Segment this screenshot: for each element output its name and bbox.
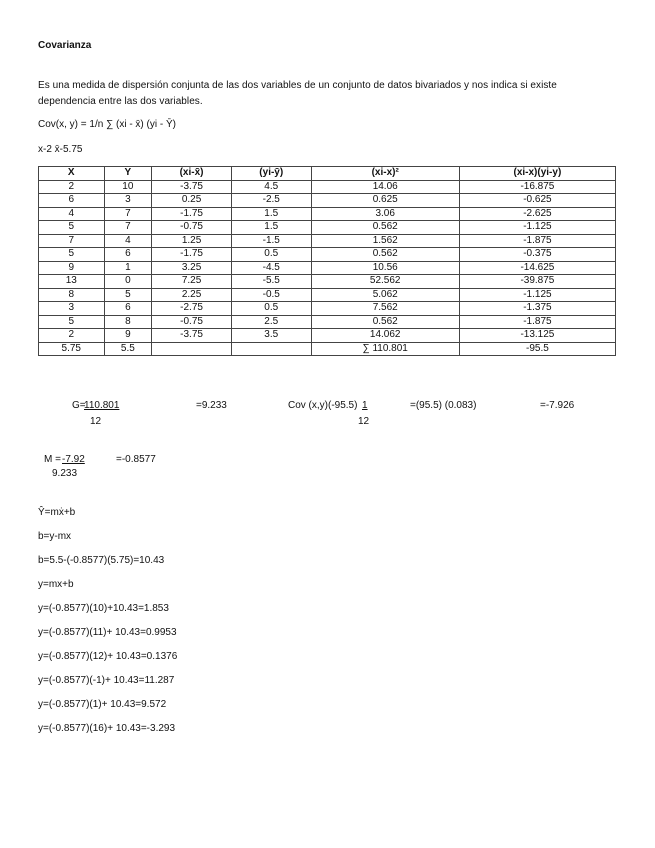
table-cell: -0.375: [459, 248, 615, 262]
table-cell: 6: [104, 248, 152, 262]
table-cell: -1.5: [231, 234, 311, 248]
equation-line: y=(-0.8577)(1)+ 10.43=9.572: [38, 699, 167, 710]
equation-line: y=(-0.8577)(16)+ 10.43=-3.293: [38, 723, 176, 734]
table-cell: 3: [39, 302, 105, 316]
table-cell: -1.125: [459, 221, 615, 235]
table-cell: 10: [104, 180, 152, 194]
table-row: [39, 261, 616, 275]
table-cell: 2.5: [231, 315, 311, 329]
table-cell: 14.062: [311, 329, 459, 343]
table-cell: 0.625: [311, 194, 459, 208]
table-cell: [152, 342, 232, 356]
table-cell: -14.625: [459, 261, 615, 275]
equation-line: b=5.5-(-0.8577)(5.75)=10.43: [38, 555, 165, 566]
table-cell: -0.75: [152, 221, 232, 235]
table-cell: 4.5: [231, 180, 311, 194]
table-cell: 8: [39, 288, 105, 302]
header-x-dev-sq: (xi-x)²: [311, 167, 459, 181]
table-cell: 1.562: [311, 234, 459, 248]
table-cell: 3: [104, 194, 152, 208]
table-cell: -3.75: [152, 329, 232, 343]
table-cell: 3.25: [152, 261, 232, 275]
header-product: (xi-x)(yi-y): [459, 167, 615, 181]
g-label: G=: [72, 400, 86, 411]
table-cell: 2.25: [152, 288, 232, 302]
table-cell: 10.56: [311, 261, 459, 275]
table-cell: 0.5: [231, 248, 311, 262]
table-cell: -95.5: [459, 342, 615, 356]
table-cell: 9: [104, 329, 152, 343]
equation-line: y=(-0.8577)(11)+ 10.43=0.9953: [38, 627, 177, 638]
table-cell: 2: [39, 329, 105, 343]
table-cell: -5.5: [231, 275, 311, 289]
table-row: [39, 275, 616, 289]
table-cell: 0.25: [152, 194, 232, 208]
table-cell: -39.875: [459, 275, 615, 289]
table-cell: -1.875: [459, 234, 615, 248]
g-result: =9.233: [196, 400, 227, 411]
table-cell: -0.75: [152, 315, 232, 329]
table-cell: 0.562: [311, 221, 459, 235]
table-row: [39, 302, 616, 316]
table-cell: 13: [39, 275, 105, 289]
table-cell: -1.875: [459, 315, 615, 329]
table-cell: -2.75: [152, 302, 232, 316]
table-cell: 6: [39, 194, 105, 208]
data-table: [38, 166, 616, 356]
page-title: Covarianza: [38, 40, 92, 51]
table-cell: 8: [104, 315, 152, 329]
table-cell: 0.5: [231, 302, 311, 316]
table-cell: 1: [104, 261, 152, 275]
intro-paragraph: Es una medida de dispersión conjunta de las dos variables de un conjunto de datos bivariados y nos indica si existe dependencia entre las dos variables.: [38, 80, 557, 107]
table-cell: 7.25: [152, 275, 232, 289]
equation-line: b=y-mx: [38, 531, 72, 542]
table-row: [39, 234, 616, 248]
table-cell: 5: [39, 221, 105, 235]
table-cell: -0.625: [459, 194, 615, 208]
g-numerator: 110.801: [84, 400, 120, 411]
equation-line: Ŷ=mẋ+b: [38, 507, 76, 518]
table-cell: 5: [39, 315, 105, 329]
table-cell: 14.06: [311, 180, 459, 194]
covariance-formula: Cov(x, y) = 1/n ∑ (xi - x̄) (yi - Ȳ): [38, 119, 176, 130]
table-cell: 7: [39, 234, 105, 248]
equation-line: y=(-0.8577)(10)+10.43=1.853: [38, 603, 169, 614]
table-cell: -0.5: [231, 288, 311, 302]
table-row: [39, 180, 616, 194]
table-cell: 4: [39, 207, 105, 221]
table-cell: -13.125: [459, 329, 615, 343]
table-cell: 3.5: [231, 329, 311, 343]
table-cell: -2.625: [459, 207, 615, 221]
table-cell: -3.75: [152, 180, 232, 194]
header-y-dev: (yi-ȳ): [231, 167, 311, 181]
table-header-row: [39, 167, 616, 181]
table-row: [39, 194, 616, 208]
table-cell: 0.562: [311, 248, 459, 262]
g-denominator: 12: [90, 416, 102, 427]
table-row: [39, 248, 616, 262]
equation-line: y=(-0.8577)(-1)+ 10.43=11.287: [38, 675, 175, 686]
table-cell: -1.75: [152, 207, 232, 221]
cov-label: Cov (x,y): [288, 400, 328, 411]
table-cell: 1.5: [231, 207, 311, 221]
table-cell: ∑ 110.801: [311, 342, 459, 356]
table-row: [39, 207, 616, 221]
table-cell: [231, 342, 311, 356]
table-cell: 5.062: [311, 288, 459, 302]
table-cell: 6: [104, 302, 152, 316]
table-cell: 1.5: [231, 221, 311, 235]
table-cell: -4.5: [231, 261, 311, 275]
m-denominator: 9.233: [52, 468, 78, 479]
header-y: Y: [104, 167, 152, 181]
cov-numerator: 1: [362, 400, 368, 411]
means-line: x-2 x̄-5.75: [38, 144, 83, 155]
table-cell: 7: [104, 221, 152, 235]
table-cell: 5.75: [39, 342, 105, 356]
cov-result: =-7.926: [540, 400, 575, 411]
m-result: =-0.8577: [116, 454, 156, 465]
table-totals-row: [39, 342, 616, 356]
table-cell: 5: [39, 248, 105, 262]
table-cell: 3.06: [311, 207, 459, 221]
table-cell: -16.875: [459, 180, 615, 194]
table-row: [39, 329, 616, 343]
table-cell: 52.562: [311, 275, 459, 289]
table-row: [39, 221, 616, 235]
table-cell: 0: [104, 275, 152, 289]
table-cell: 5: [104, 288, 152, 302]
table-cell: 2: [39, 180, 105, 194]
table-cell: -2.5: [231, 194, 311, 208]
equation-line: y=mx+b: [38, 579, 74, 590]
header-x: X: [39, 167, 105, 181]
m-numerator: -7.92: [62, 454, 85, 465]
table-cell: 7: [104, 207, 152, 221]
cov-denominator: 12: [358, 416, 370, 427]
table-cell: -1.75: [152, 248, 232, 262]
table-cell: 0.562: [311, 315, 459, 329]
table-cell: -1.125: [459, 288, 615, 302]
equation-line: y=(-0.8577)(12)+ 10.43=0.1376: [38, 651, 178, 662]
table-cell: 1.25: [152, 234, 232, 248]
header-x-dev: (xi-x̄): [152, 167, 232, 181]
table-cell: 4: [104, 234, 152, 248]
m-label: M =: [44, 454, 61, 465]
table-cell: 9: [39, 261, 105, 275]
table-row: [39, 288, 616, 302]
cov-value: (-95.5): [328, 400, 358, 411]
cov-equation: =(95.5) (0.083): [410, 400, 477, 411]
table-cell: 7.562: [311, 302, 459, 316]
table-cell: -1.375: [459, 302, 615, 316]
table-row: [39, 315, 616, 329]
table-cell: 5.5: [104, 342, 152, 356]
